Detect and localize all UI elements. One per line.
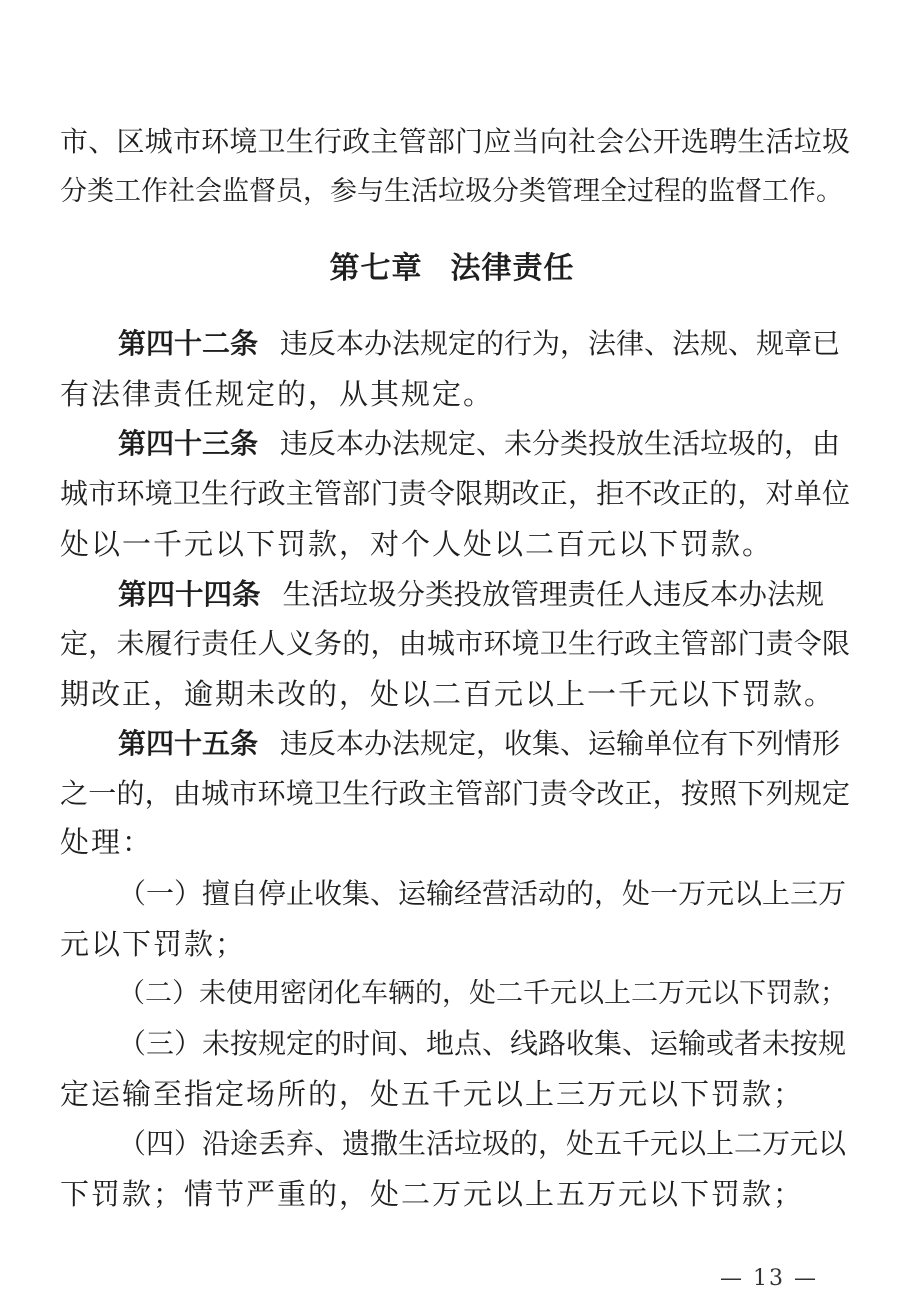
- item-1-line-2: 元以下罚款；: [60, 927, 247, 961]
- page-number: — 13 —: [720, 1266, 818, 1291]
- article-42-first-line: [118, 324, 850, 364]
- chapter-number: 第七章: [329, 251, 423, 286]
- article-45-title: 第四十五条: [118, 727, 259, 760]
- article-44-title: 第四十四条: [118, 577, 261, 611]
- article-45-line-3: 处理：: [60, 825, 154, 859]
- article-45-first-line: [118, 724, 850, 764]
- article-44-first-line: [118, 574, 850, 614]
- article-42-title: 第四十二条: [118, 327, 259, 360]
- article-43-first-line: [118, 424, 850, 464]
- article-43-title: 第四十三条: [118, 427, 259, 460]
- article-42-line-2: 有法律责任规定的，从其规定。: [60, 377, 495, 411]
- article-43-line-3: 处以一千元以下罚款，对个人处以二百元以下罚款。: [60, 527, 774, 561]
- article-45-text: 违反本办法规定，收集、运输单位有下列情形: [280, 727, 841, 760]
- article-44-text: 生活垃圾分类投放管理责任人违反本办法规: [282, 578, 825, 611]
- article-44-line-3: 期改正，逾期未改的，处以二百元以上一千元以下罚款。: [60, 677, 836, 711]
- article-43-line-2: 城市环境卫生行政主管部门责令限期改正，拒不改正的，对单位: [60, 477, 850, 510]
- item-2-line-1: （二）未使用密闭化车辆的，处二千元以上二万元以下罚款；: [118, 978, 847, 1009]
- article-43-text: 违反本办法规定、未分类投放生活垃圾的，由: [280, 427, 841, 460]
- article-44-line-2: 定，未履行责任人义务的，由城市环境卫生行政主管部门责令限: [60, 627, 850, 660]
- chapter-heading: [0, 248, 904, 290]
- article-42-text: 违反本办法规定的行为，法律、法规、规章已: [280, 327, 841, 360]
- item-3-line-1: （三）未按规定的时间、地点、线路收集、运输或者未按规: [118, 1027, 847, 1060]
- chapter-title: 法律责任: [450, 251, 575, 286]
- intro-line-1: 市、区城市环境卫生行政主管部门应当向社会公开选聘生活垃圾: [60, 125, 850, 158]
- item-4-line-2: 下罚款；情节严重的，处二万元以上五万元以下罚款；: [60, 1177, 805, 1211]
- item-1-line-1: （一）擅自停止收集、运输经营活动的，处一万元以上三万: [118, 877, 847, 910]
- item-3-line-2: 定运输至指定场所的，处五千元以上三万元以下罚款；: [60, 1077, 805, 1111]
- article-45-line-2: 之一的，由城市环境卫生行政主管部门责令改正，按照下列规定: [60, 777, 850, 810]
- intro-line-2: 分类工作社会监督员，参与生活垃圾分类管理全过程的监督工作。: [60, 176, 843, 207]
- item-4-line-1: （四）沿途丢弃、遗撒生活垃圾的，处五千元以上二万元以: [118, 1127, 847, 1160]
